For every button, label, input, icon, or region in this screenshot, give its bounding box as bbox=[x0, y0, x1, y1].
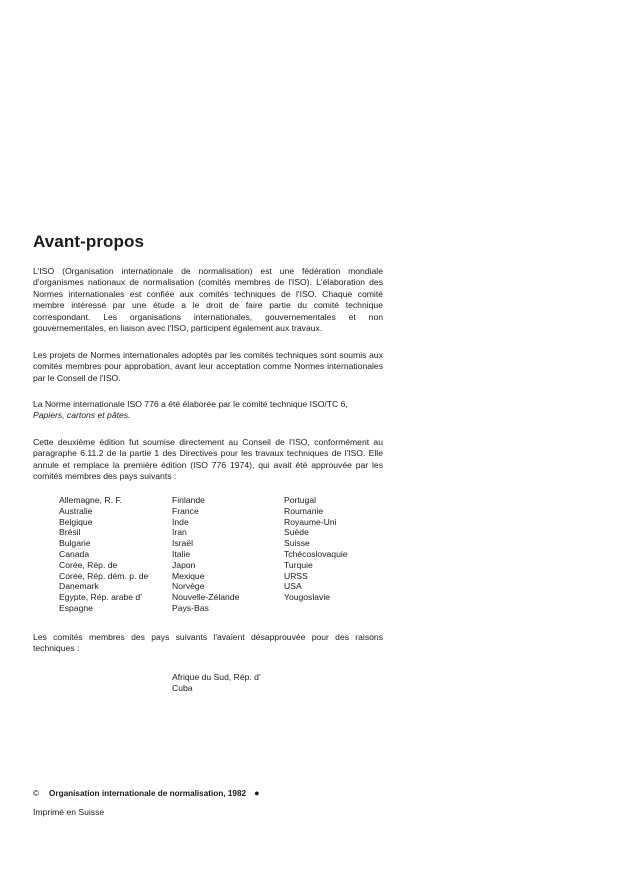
list-item: Espagne bbox=[59, 602, 93, 613]
paragraph-committee bbox=[33, 399, 383, 422]
list-item: Bulgarie bbox=[59, 538, 91, 549]
list-item: Australie bbox=[59, 505, 93, 516]
copyright-icon: © bbox=[33, 789, 40, 798]
copyright-text: Organisation internationale de normalisation, 1982 bbox=[49, 789, 247, 798]
country-list-col2 bbox=[172, 495, 239, 614]
disapproving-country-list bbox=[172, 672, 261, 694]
list-item: Royaume-Uni bbox=[284, 516, 337, 527]
list-item: Iran bbox=[172, 527, 187, 538]
list-item: Inde bbox=[172, 516, 189, 527]
list-item: Roumanie bbox=[284, 505, 324, 516]
list-item: Suisse bbox=[284, 538, 310, 549]
bullet-icon: ● bbox=[254, 788, 260, 798]
list-item: Canada bbox=[59, 548, 90, 559]
list-item: Pays-Bas bbox=[172, 602, 209, 613]
list-item: URSS bbox=[284, 570, 308, 581]
printed-in-note: Imprimé en Suisse bbox=[33, 807, 105, 817]
page-title: Avant-propos bbox=[33, 232, 145, 251]
list-item: Danemark bbox=[59, 581, 99, 592]
list-item: Mexique bbox=[172, 570, 205, 581]
list-item: Corée, Rép. dém. p. de bbox=[59, 570, 149, 581]
list-item: Italie bbox=[172, 548, 191, 559]
list-item: Norvège bbox=[172, 581, 205, 592]
committee-title: Papiers, cartons et pâtes. bbox=[33, 410, 131, 421]
list-item: Israël bbox=[172, 538, 194, 549]
paragraph-disapproval: Les comités membres des pays suivants l'avaient désapprouvée pour des raisons techniques : bbox=[33, 632, 383, 654]
list-item: Allemagne, R. F. bbox=[59, 495, 123, 505]
list-item: Japon bbox=[172, 559, 196, 570]
country-list-col1 bbox=[59, 495, 148, 614]
list-item: Turquie bbox=[284, 559, 313, 570]
list-item: Afrique du Sud, Rép. d' bbox=[172, 672, 261, 682]
list-item: France bbox=[172, 505, 199, 516]
list-item: Cuba bbox=[172, 682, 193, 693]
list-item: USA bbox=[284, 581, 302, 592]
list-item: Brésil bbox=[59, 527, 81, 538]
list-item: Corée, Rép. de bbox=[59, 559, 118, 570]
list-item: Tchécoslovaquie bbox=[284, 548, 348, 559]
country-list-col3 bbox=[284, 495, 348, 603]
paragraph-approval-process: Les projets de Normes internationales adoptés par les comités techniques sont soumis aux comités membres pour approbation, avant leur acceptation comme Normes internationales par le Conseil de l'ISO. bbox=[33, 350, 383, 383]
list-item: Yougoslavie bbox=[284, 592, 331, 603]
list-item: Portugal bbox=[284, 495, 317, 505]
list-item: Finlande bbox=[172, 495, 205, 505]
committee-text: La Norme internationale ISO 776 a été élaborée par le comité technique ISO/TC 6, bbox=[33, 399, 348, 409]
list-item: Suède bbox=[284, 527, 309, 538]
copyright-line bbox=[33, 788, 260, 798]
list-item: Egypte, Rép. arabe d' bbox=[59, 592, 142, 603]
list-item: Belgique bbox=[59, 516, 93, 527]
paragraph-edition: Cette deuxième édition fut soumise directement au Conseil de l'ISO, conformément au paragraphe 6.11.2 de la partie 1 des Directives pour les travaux techniques de l'ISO. Elle annule et remplace la première édition (ISO 776 1974), qui avait été approuvée par les comités membres des pays suivants : bbox=[33, 437, 383, 482]
list-item: Nouvelle-Zélande bbox=[172, 592, 240, 603]
paragraph-iso-intro: L'ISO (Organisation internationale de normalisation) est une fédération mondiale d'organismes nationaux de normalisation (comités membres de l'ISO). L'élaboration des Normes internationales est confiée aux comités techniques de l'ISO. Chaque comité membre intéressé par une étude a le droit de faire partie du comité technique correspondant. Les organisations internationales, gouvernementales et non gouvernementales, en liaison avec l'ISO, participent également aux travaux. bbox=[33, 266, 383, 334]
